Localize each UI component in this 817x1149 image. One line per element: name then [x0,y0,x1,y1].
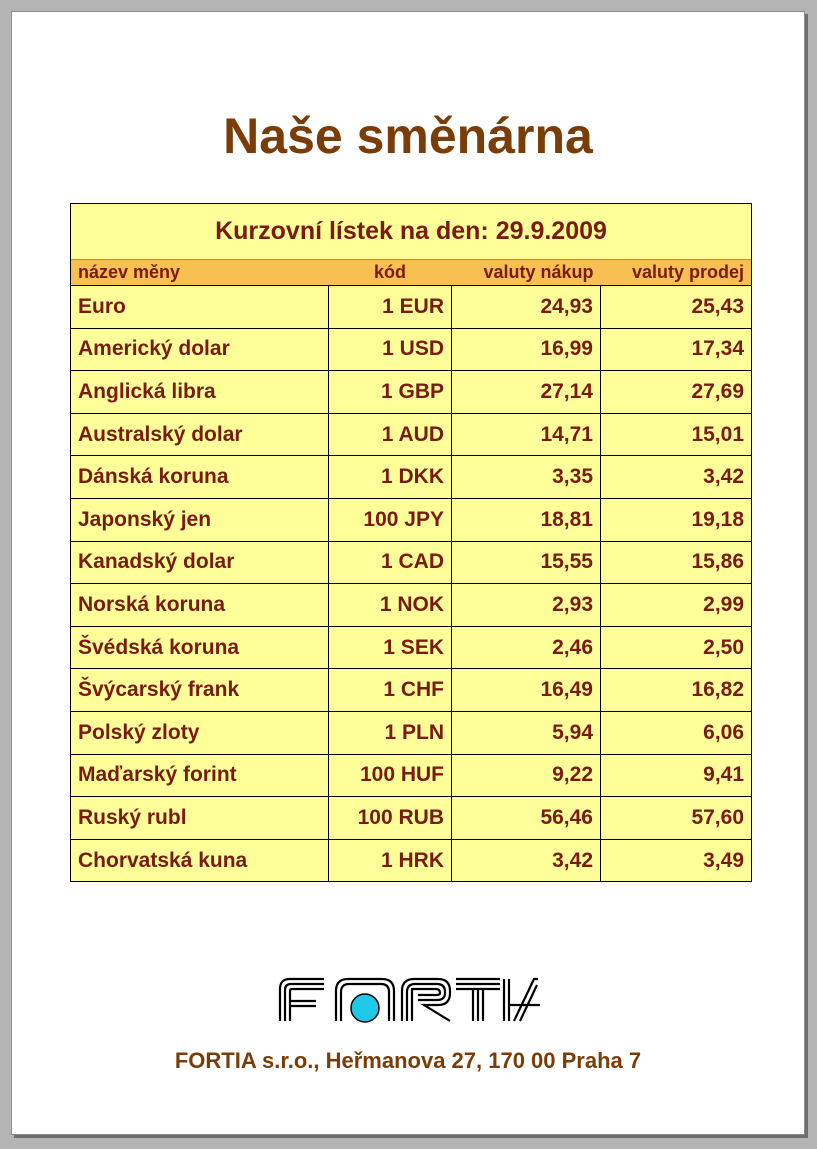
table-row [71,669,752,712]
currency-name: Chorvatská kuna [71,839,329,882]
buy-rate: 14,71 [452,413,601,456]
table-row [71,584,752,627]
sell-rate: 57,60 [601,797,752,840]
fortia-logo-icon [278,975,540,1023]
currency-name: Americký dolar [71,328,329,371]
currency-code: 1 NOK [329,584,452,627]
buy-rate: 56,46 [452,797,601,840]
currency-code: 1 AUD [329,413,452,456]
currency-name: Japonský jen [71,498,329,541]
currency-code: 100 RUB [329,797,452,840]
sell-rate: 25,43 [601,286,752,329]
buy-rate: 3,35 [452,456,601,499]
currency-code: 1 USD [329,328,452,371]
table-row [71,456,752,499]
currency-code: 1 EUR [329,286,452,329]
currency-name: Polský zloty [71,711,329,754]
currency-name: Ruský rubl [71,797,329,840]
sell-rate: 27,69 [601,371,752,414]
buy-rate: 2,46 [452,626,601,669]
table-row [71,371,752,414]
table-caption-row [71,204,752,260]
header-sell: valuty prodej [601,260,752,286]
sell-rate: 19,18 [601,498,752,541]
table-row [71,754,752,797]
currency-code: 100 JPY [329,498,452,541]
currency-code: 1 DKK [329,456,452,499]
table-row [71,541,752,584]
sell-rate: 9,41 [601,754,752,797]
currency-name: Norská koruna [71,584,329,627]
currency-name: Euro [71,286,329,329]
buy-rate: 15,55 [452,541,601,584]
exchange-rate-table [70,203,752,882]
table-row [71,839,752,882]
currency-name: Dánská koruna [71,456,329,499]
company-address: FORTIA s.r.o., Heřmanova 27, 170 00 Praha 7 [174,1048,642,1073]
currency-name: Švýcarský frank [71,669,329,712]
table-row [71,328,752,371]
currency-name: Švédská koruna [71,626,329,669]
sell-rate: 15,86 [601,541,752,584]
sell-rate: 16,82 [601,669,752,712]
table-row [71,286,752,329]
buy-rate: 18,81 [452,498,601,541]
sell-rate: 6,06 [601,711,752,754]
table-row [71,498,752,541]
table-header-row [71,260,752,286]
currency-name: Maďarský forint [71,754,329,797]
currency-code: 1 HRK [329,839,452,882]
buy-rate: 16,49 [452,669,601,712]
buy-rate: 2,93 [452,584,601,627]
currency-code: 100 HUF [329,754,452,797]
buy-rate: 3,42 [452,839,601,882]
sell-rate: 3,42 [601,456,752,499]
buy-rate: 27,14 [452,371,601,414]
table-row [71,626,752,669]
table-row [71,413,752,456]
sell-rate: 17,34 [601,328,752,371]
header-code: kód [329,260,452,286]
buy-rate: 9,22 [452,754,601,797]
header-buy: valuty nákup [452,260,601,286]
sell-rate: 2,99 [601,584,752,627]
buy-rate: 24,93 [452,286,601,329]
currency-name: Australský dolar [71,413,329,456]
currency-code: 1 GBP [329,371,452,414]
table-row [71,711,752,754]
currency-code: 1 CAD [329,541,452,584]
currency-code: 1 CHF [329,669,452,712]
sell-rate: 2,50 [601,626,752,669]
sell-rate: 15,01 [601,413,752,456]
currency-name: Kanadský dolar [71,541,329,584]
currency-code: 1 PLN [329,711,452,754]
page-title: Naše směnárna [223,108,593,164]
buy-rate: 5,94 [452,711,601,754]
buy-rate: 16,99 [452,328,601,371]
table-row [71,797,752,840]
sell-rate: 3,49 [601,839,752,882]
table-caption: Kurzovní lístek na den: 29.9.2009 [71,204,752,260]
header-name: název měny [71,260,329,286]
currency-name: Anglická libra [71,371,329,414]
currency-code: 1 SEK [329,626,452,669]
document-page [11,11,805,1135]
